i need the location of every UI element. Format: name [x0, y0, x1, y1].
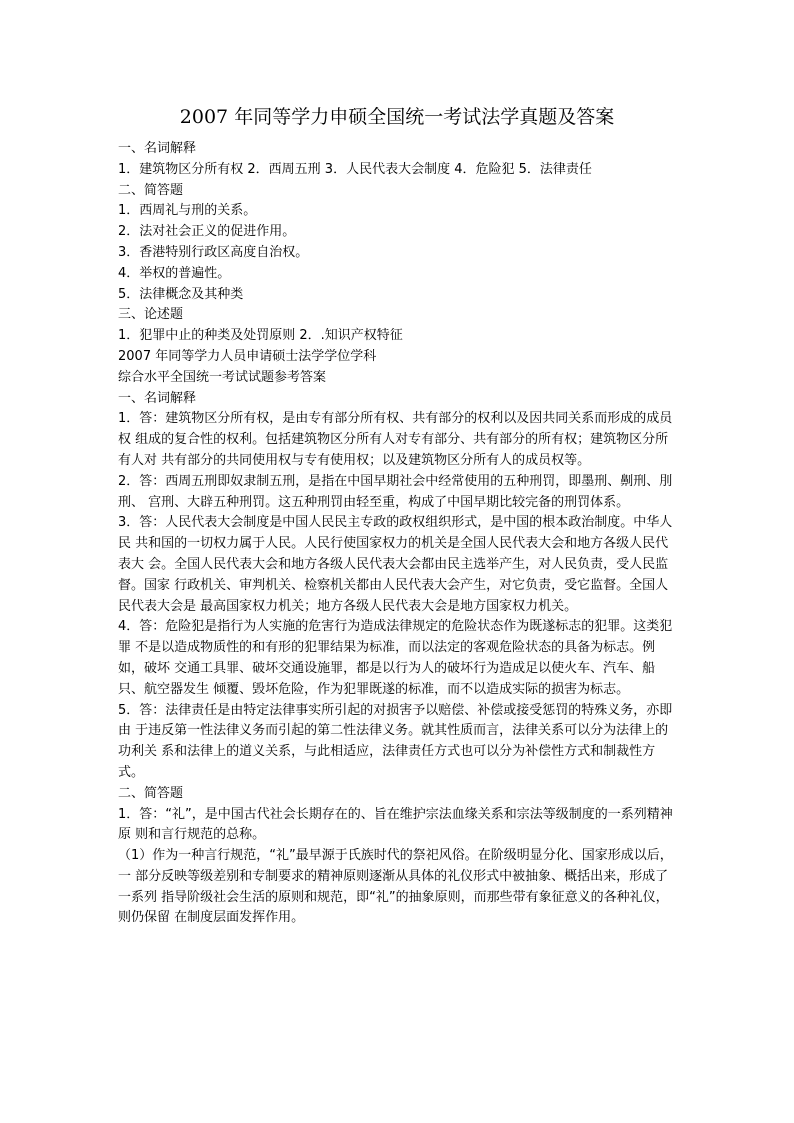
short-answer-question: 4．举权的普遍性。 [118, 265, 231, 281]
short-answer-question: 1．西周礼与刑的关系。 [118, 203, 257, 219]
answers-section-heading-short-answer: 二、简答题 [118, 785, 184, 801]
document-title: 2007 年同等学力申硕全国统一考试法学真题及答案 [179, 106, 615, 128]
short-answer-question: 5．法律概念及其种类 [118, 286, 244, 302]
answers-header-line2: 综合水平全国统一考试试题参考答案 [118, 369, 327, 385]
essay-questions: 1．犯罪中止的种类及处罚原则 2．.知识产权特征 [118, 328, 403, 344]
answer-paragraph: 2．答：西周五刑即奴隶制五刑，是指在中国早期社会中经常使用的五种刑罚，即墨刑、劓刑、刖刑、 宫刑、大辟五种刑罚。这五种刑罚由轻至重，构成了中国早期比较完备的刑罚体系。 [118, 473, 673, 510]
answer-paragraph: 4．答：危险犯是指行为人实施的危害行为造成法律规定的危险状态作为既遂标志的犯罪。这类犯罪 不是以造成物质性的和有形的犯罪结果为标准，而以法定的客观危险状态的具备为标志。例如，破坏 交通工具罪、破坏交通设施罪，都是以行为人的破坏行为造成足以使火车、汽车、船只、航空器发生 倾覆、毁坏危险，作为犯罪既遂的标准，而不以造成实际的损害为标志。 [118, 619, 673, 697]
answer-paragraph: 3．答：人民代表大会制度是中国人民民主专政的政权组织形式，是中国的根本政治制度。中华人民 共和国的一切权力属于人民。人民行使国家权力的机关是全国人民代表大会和地方各级人民代表大 会。全国人民代表大会和地方各级人民代表大会都由民主选举产生，对人民负责，受人民监督。国家 行政机关、审判机关、检察机关都由人民代表大会产生，对它负责，受它监督。全国人民代表大会是 最高国家权力机关；地方各级人民代表大会是地方国家权力机关。 [118, 515, 673, 614]
short-answer-question: 3．香港特别行政区高度自治权。 [118, 244, 309, 260]
answer-paragraph: 1．答：建筑物区分所有权，是由专有部分所有权、共有部分的权利以及因共同关系而形成的成员权 组成的复合性的权利。包括建筑物区分所有人对专有部分、共有部分的所有权；建筑物区分所有人对 共有部分的共同使用权与专有使用权；以及建筑物区分所有人的成员权等。 [118, 411, 673, 468]
terms-questions: 1．建筑物区分所有权 2．西周五刑 3．人民代表大会制度 4．危险犯 5．法律责任 [118, 161, 592, 177]
section-heading-short-answer: 二、简答题 [118, 182, 184, 198]
answers-section-heading-terms: 一、名词解释 [118, 390, 197, 406]
answer-paragraph: 1．答：“礼”，是中国古代社会长期存在的、旨在维护宗法血缘关系和宗法等级制度的一系列精神原 则和言行规范的总称。 [118, 806, 673, 843]
answer-paragraph: 5．答：法律责任是由特定法律事实所引起的对损害予以赔偿、补偿或接受惩罚的特殊义务，亦即由 于违反第一性法律义务而引起的第二性法律义务。就其性质而言，法律关系可以分为法律上的功利关 系和法律上的道义关系，与此相适应，法律责任方式也可以分为补偿性方式和制裁性方式。 [118, 702, 673, 780]
document-body [118, 139, 678, 929]
section-heading-essay: 三、论述题 [118, 307, 184, 323]
short-answer-question: 2．法对社会正义的促进作用。 [118, 224, 296, 240]
answer-paragraph: （1）作为一种言行规范，“礼”最早源于氏族时代的祭祀风俗。在阶级明显分化、国家形成以后，一 部分反映等级差别和专制要求的精神原则逐渐从具体的礼仪形式中被抽象、概括出来，形成了一系列 指导阶级社会生活的原则和规范，即“礼”的抽象原则，而那些带有象征意义的各种礼仪，则仍保留 在制度层面发挥作用。 [118, 848, 673, 926]
answers-header-line1: 2007 年同等学力人员申请硕士法学学位学科 [118, 348, 377, 364]
section-heading-terms: 一、名词解释 [118, 141, 197, 156]
